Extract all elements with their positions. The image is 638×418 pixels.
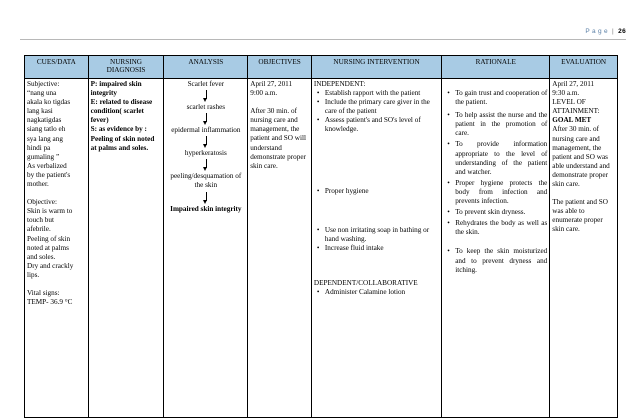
objectives-cell [248, 79, 312, 418]
intervention-item: • Use non irritating soap in bathing or hand washing. [325, 226, 439, 244]
cue-line: mother. [27, 180, 49, 189]
objective-date: April 27, 2011 [250, 80, 293, 88]
independent-label: INDEPENDENT: [313, 80, 366, 88]
page-label: P a g e [585, 28, 608, 35]
cue-line: Skin is warm to [27, 207, 73, 216]
rationale-cell [442, 79, 550, 418]
diagnosis-line: E: related to disease [90, 98, 153, 107]
cue-line: As verbalized [27, 161, 67, 170]
table-header-row [25, 56, 618, 79]
objective-time: 9:00 a.m. [250, 89, 278, 98]
evaluation-goal: GOAL MET [552, 116, 592, 125]
evaluation-date: April 27, 2011 [552, 80, 595, 88]
header-analysis: ANALYSIS [164, 56, 248, 79]
cue-line: Vital signs: [27, 288, 60, 297]
diagnosis-line: Peeling of skin noted [90, 134, 155, 143]
diagnosis-line: fever) [90, 116, 109, 125]
cue-line: touch but [27, 216, 54, 225]
cue-line: Peeling of skin [27, 234, 71, 243]
objective-text: After 30 min. of nursing care and management, the patient and SO will understand demonstrate proper skin care. [250, 107, 306, 170]
cue-line: “nang una [27, 89, 57, 98]
down-arrow-icon [166, 89, 245, 103]
evaluation-time: 9:30 a.m. [552, 89, 580, 98]
header-rationale: RATIONALE [442, 56, 550, 79]
cue-line: akala ko tigdas [27, 98, 71, 107]
evaluation-cell [550, 79, 618, 418]
cue-line: lang kasi [27, 107, 53, 116]
rationale-item: • To help assist the nurse and the patient in the promotion of care. [455, 111, 547, 138]
cue-line: afebrile. [27, 225, 51, 234]
cues-cell [25, 79, 89, 418]
analysis-step: peeling/desquamation of the skin [170, 172, 242, 190]
header-intervention: NURSING INTERVENTION [311, 56, 441, 79]
rationale-item: • To gain trust and cooperation of the patient. [455, 89, 547, 107]
header-rule [20, 39, 626, 40]
cue-line: and soles. [27, 252, 56, 261]
intervention-item: • Assess patient's and SO's level of knowledge. [325, 116, 439, 134]
down-arrow-icon [166, 135, 245, 149]
diagnosis-line: condition( scarlet [90, 107, 144, 116]
rationale-item: • To prevent skin dryness. [455, 208, 547, 217]
evaluation-text: The patient and SO was able to enumerate proper skin care. [552, 198, 608, 234]
rationale-item: • Proper hygiene protects the body from infection and prevents infection. [455, 179, 547, 206]
intervention-item: • Proper hygiene [325, 187, 439, 196]
down-arrow-icon [166, 191, 245, 205]
analysis-step: scarlet rashes [186, 103, 226, 112]
dependent-label: DEPENDENT/COLLABORATIVE [313, 278, 418, 287]
intervention-item: • Administer Calamine lotion [325, 288, 439, 297]
page-separator: | [612, 28, 615, 35]
analysis-step: epidermal inflammation [171, 126, 241, 135]
cue-line: nagkatigdas [27, 116, 62, 125]
header-evaluation: EVALUATION [550, 56, 618, 79]
diagnosis-cell [88, 79, 164, 418]
header-cues: CUES/DATA [25, 56, 89, 79]
cue-line: gumaling ” [27, 152, 60, 161]
cue-line: noted at palms [27, 243, 69, 252]
cue-line: hindi pa [27, 143, 51, 152]
table-row [25, 79, 618, 418]
evaluation-text: After 30 min. of nursing care and management, the patient and SO was able understand and demonstrate proper skin care. [552, 125, 610, 189]
analysis-cell [164, 79, 248, 418]
rationale-item: • Rehydrates the body as well as the skin. [455, 219, 547, 237]
analysis-step: Scarlet fever [187, 80, 225, 88]
cue-line: siang tatlo eh [27, 125, 66, 134]
down-arrow-icon [166, 112, 245, 126]
intervention-item: • Include the primary care giver in the care of the patient [325, 98, 439, 116]
cue-line: sya lang ang [27, 134, 63, 143]
analysis-conclusion: Impaired skin integrity [170, 204, 242, 213]
evaluation-level-label: LEVEL OF ATTAINMENT: [552, 98, 600, 116]
rationale-item: • To keep the skin moisturized and to prevent dryness and itching. [455, 247, 547, 274]
header-objectives: OBJECTIVES [248, 56, 312, 79]
header-diagnosis: NURSING DIAGNOSIS [88, 56, 164, 79]
analysis-step: hyperkeratosis [184, 149, 227, 158]
diagnosis-line: at palms and soles. [90, 143, 149, 152]
page-number: 26 [618, 28, 626, 35]
intervention-cell [311, 79, 441, 418]
diagnosis-line: S: as evidence by : [90, 125, 147, 134]
cue-line: Subjective: [27, 80, 60, 88]
cue-line: Objective: [27, 198, 57, 207]
rationale-item: • To provide information appropriate to the level of understanding of the patient and watcher. [455, 140, 547, 176]
diagnosis-line: integrity [90, 89, 117, 98]
cue-line: TEMP- 36.9 °C [27, 298, 73, 307]
intervention-item: • Increase fluid intake [325, 244, 439, 253]
diagnosis-line: P: impaired skin [90, 80, 142, 88]
nursing-care-plan-table [24, 55, 618, 418]
down-arrow-icon [166, 158, 245, 172]
intervention-item: • Establish rapport with the patient [325, 89, 439, 98]
cue-line: by the patient's [27, 170, 71, 179]
cue-line: Dry and crackly [27, 261, 74, 270]
page-number-header [585, 28, 626, 35]
cue-line: lips. [27, 270, 40, 279]
